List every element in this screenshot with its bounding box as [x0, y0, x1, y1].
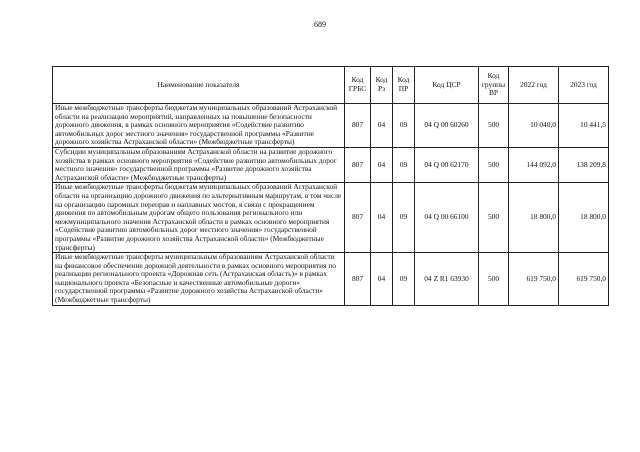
vr-code: 500 [479, 104, 509, 148]
grbs-code: 807 [345, 253, 371, 306]
amount-2022: 619 750,0 [509, 253, 559, 306]
indicator-name: Иные межбюджетные трансферты бюджетам муниципальных образований Астраханской области на организацию дорожного движения по альтернативным маршрутам, в том числе на организацию паромных переправ и наплавных мостов, в связи с прекращением движения по автомобильным дорогам общего пользования регионального или межмуниципального значения Астраханской области в рамках основного мероприятия «Содействие развитию автомобильных дорог местного значения» государственной программы «Развитие дорожного хозяйства Астраханской области» (Межбюджетные трансферты) [53, 183, 345, 253]
vr-code: 500 [479, 253, 509, 306]
table-row [53, 104, 609, 148]
page-number: 689 [314, 20, 326, 29]
csr-code: 04 Z R1 63930 [415, 253, 479, 306]
table-row [53, 253, 609, 306]
pr-code: 09 [393, 253, 415, 306]
rz-code: 04 [371, 104, 393, 148]
header-vr: Код группы ВР [479, 67, 509, 104]
header-2023: 2023 год [559, 67, 609, 104]
header-csr: Код ЦСР [415, 67, 479, 104]
header-2022: 2022 год [509, 67, 559, 104]
csr-code: 04 Q 00 62170 [415, 147, 479, 182]
rz-code: 04 [371, 183, 393, 253]
grbs-code: 807 [345, 183, 371, 253]
table-row [53, 147, 609, 182]
pr-code: 09 [393, 183, 415, 253]
pr-code: 09 [393, 147, 415, 182]
vr-code: 500 [479, 147, 509, 182]
table-row [53, 183, 609, 253]
header-rz: Код Рз [371, 67, 393, 104]
indicator-name: Субсидии муниципальным образованиям Астраханской области на развитие дорожного хозяйства в рамках основного мероприятия «Содействие развитию автомобильных дорог местного значения» государственной программы «Развитие дорожного хозяйства Астраханской области» (Межбюджетные трансферты) [53, 147, 345, 182]
rz-code: 04 [371, 147, 393, 182]
pr-code: 09 [393, 104, 415, 148]
csr-code: 04 Q 00 66100 [415, 183, 479, 253]
rz-code: 04 [371, 253, 393, 306]
csr-code: 04 Q 00 60260 [415, 104, 479, 148]
amount-2023: 10 441,5 [559, 104, 609, 148]
amount-2023: 619 750,0 [559, 253, 609, 306]
grbs-code: 807 [345, 147, 371, 182]
indicator-name: Иные межбюджетные трансферты бюджетам муниципальных образований Астраханской области на реализацию мероприятий, направленных на повышение безопасности дорожного движения, в рамках основного мероприятия «Содействие развитию автомобильных дорог местного значения» государственной программы «Развитие дорожного хозяйства Астраханской области» (Межбюджетные трансферты) [53, 104, 345, 148]
amount-2022: 10 040,0 [509, 104, 559, 148]
header-pr: Код ПР [393, 67, 415, 104]
amount-2022: 18 800,0 [509, 183, 559, 253]
amount-2022: 144 092,0 [509, 147, 559, 182]
amount-2023: 138 209,8 [559, 147, 609, 182]
header-name: Наименование показателя [53, 67, 345, 104]
budget-table [52, 66, 609, 306]
indicator-name: Иные межбюджетные трансферты муниципальным образованиям Астраханской области на финансовое обеспечение дорожной деятельности в рамках основного мероприятия по реализации регионального проекта «Дорожная сеть (Астраханская область)» в рамках национального проекта «Безопасные и качественные автомобильные дороги» государственной программы «Развитие дорожного хозяйства Астраханской области» (Межбюджетные трансферты) [53, 253, 345, 306]
header-grbs: Код ГРБС [345, 67, 371, 104]
vr-code: 500 [479, 183, 509, 253]
header-row [53, 67, 609, 104]
amount-2023: 18 800,0 [559, 183, 609, 253]
grbs-code: 807 [345, 104, 371, 148]
